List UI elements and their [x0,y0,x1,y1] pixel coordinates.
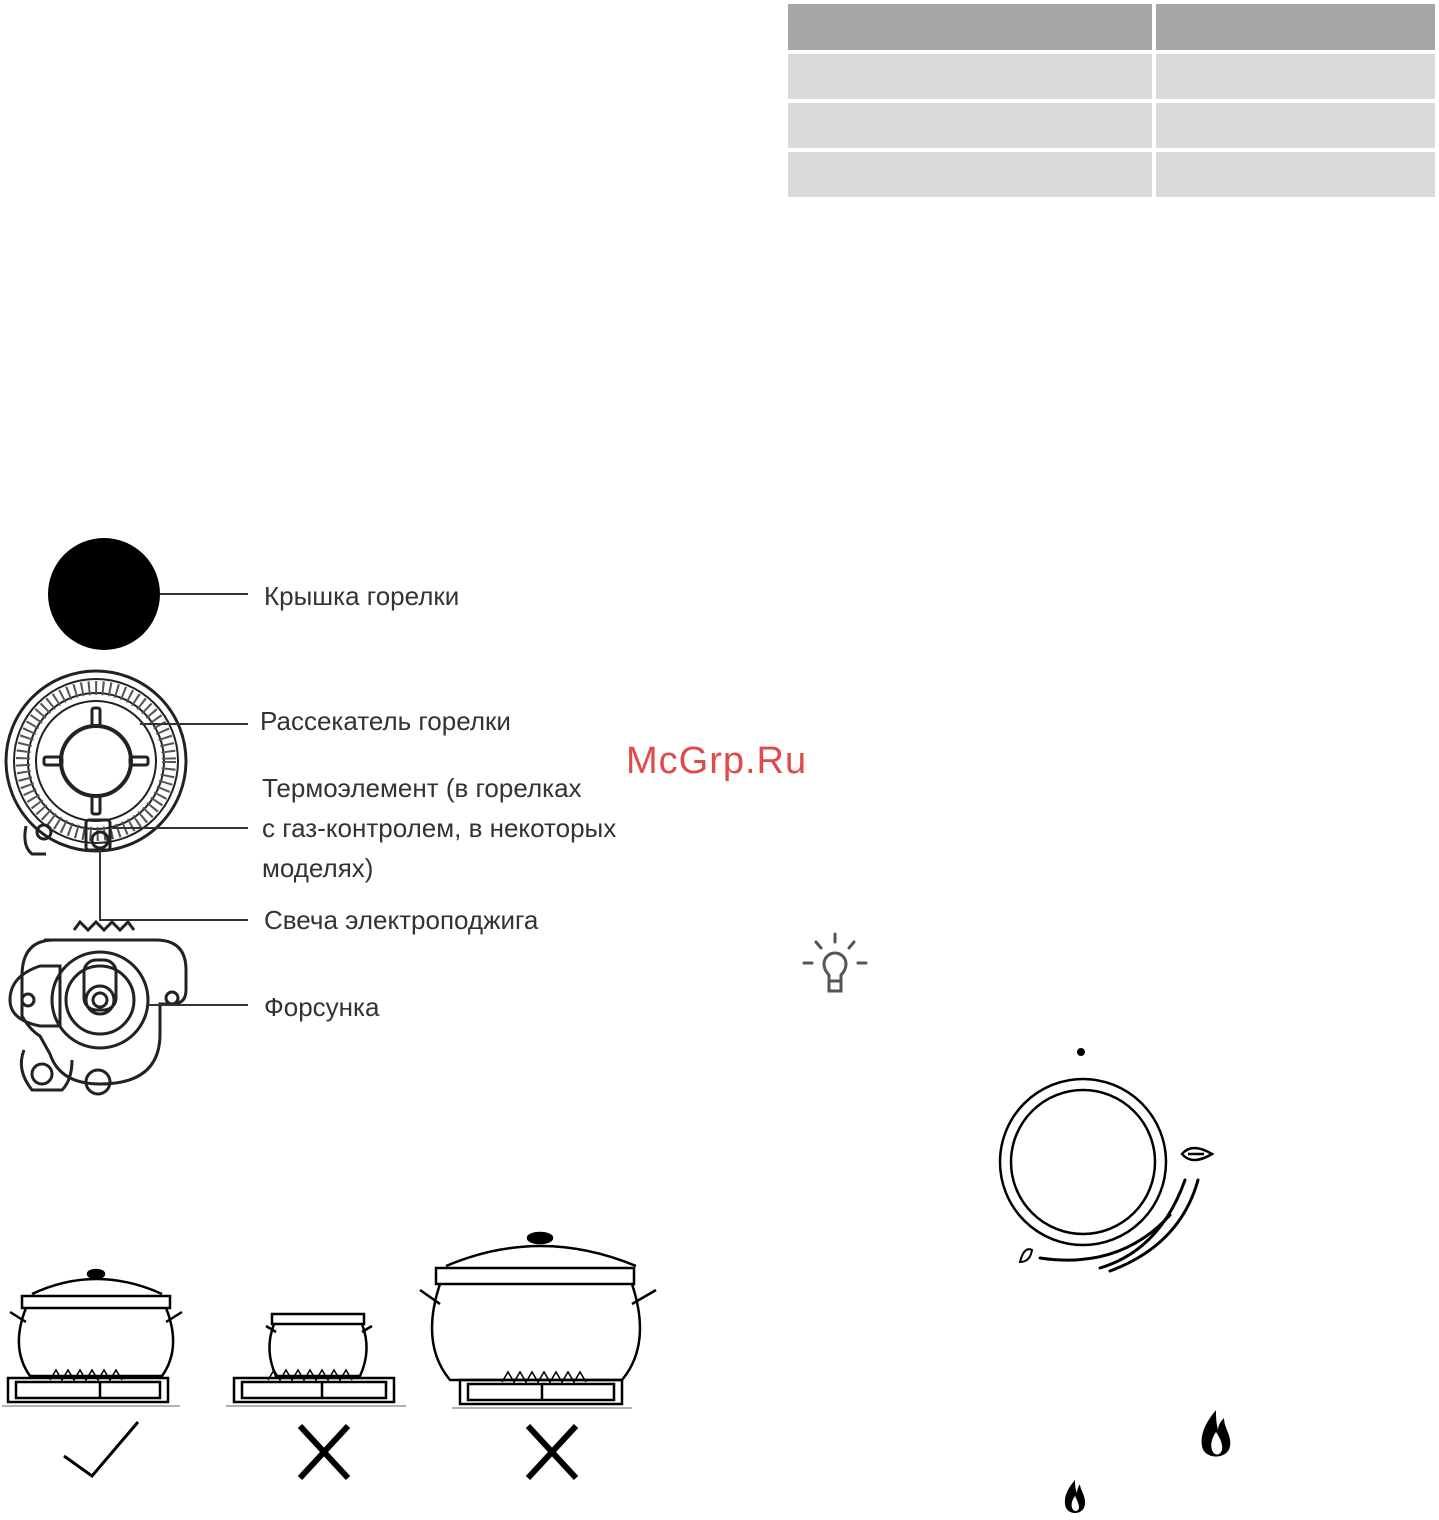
cookware-correct-pot [0,1262,200,1412]
small-flame-icon [1060,1478,1090,1520]
table-header-cell-2 [1156,4,1435,50]
spark-plug-label: Свеча электроподжига [264,905,539,935]
knob-off-dot [1077,1048,1085,1056]
large-flame-icon [1196,1408,1236,1468]
burner-cap-label: Крышка горелки [264,581,460,611]
checkmark-icon [62,1420,142,1480]
control-knob-diagram [990,1040,1250,1290]
thermo-element-label-line3: моделях) [262,853,374,883]
cookware-too-large-pot [416,1228,656,1413]
cookware-too-small-pot [222,1262,422,1412]
cross-mark-icon-1 [296,1424,352,1480]
injector-label: Форсунка [264,992,380,1022]
table-row-3-cell-2 [1156,152,1435,197]
thermo-element-label-line2: с газ-контролем, в некоторых [262,813,617,843]
burner-spreader-label: Рассекатель горелки [260,706,511,736]
knob-outer-ring [1000,1079,1166,1245]
table-row-2-cell-2 [1156,103,1435,148]
burner-cap-drawing [48,538,160,650]
knob-inner-ring [1011,1090,1155,1234]
small-flame-marker-icon [1020,1249,1032,1262]
table-header-cell-1 [788,4,1152,50]
lightbulb-icon [800,930,870,1000]
table-row-1-cell-2 [1156,54,1435,99]
table-row-2-cell-1 [788,103,1152,148]
large-flame-marker-icon [1182,1148,1212,1160]
table-row-1-cell-1 [788,54,1152,99]
injector-body-drawing [10,922,186,1094]
thermo-element-label-line1: Термоэлемент (в горелках [262,773,582,803]
cross-mark-icon-2 [524,1424,580,1480]
watermark: McGrp.Ru [626,740,808,782]
burner-spreader-drawing [6,671,186,851]
table-row-3-cell-1 [788,152,1152,197]
